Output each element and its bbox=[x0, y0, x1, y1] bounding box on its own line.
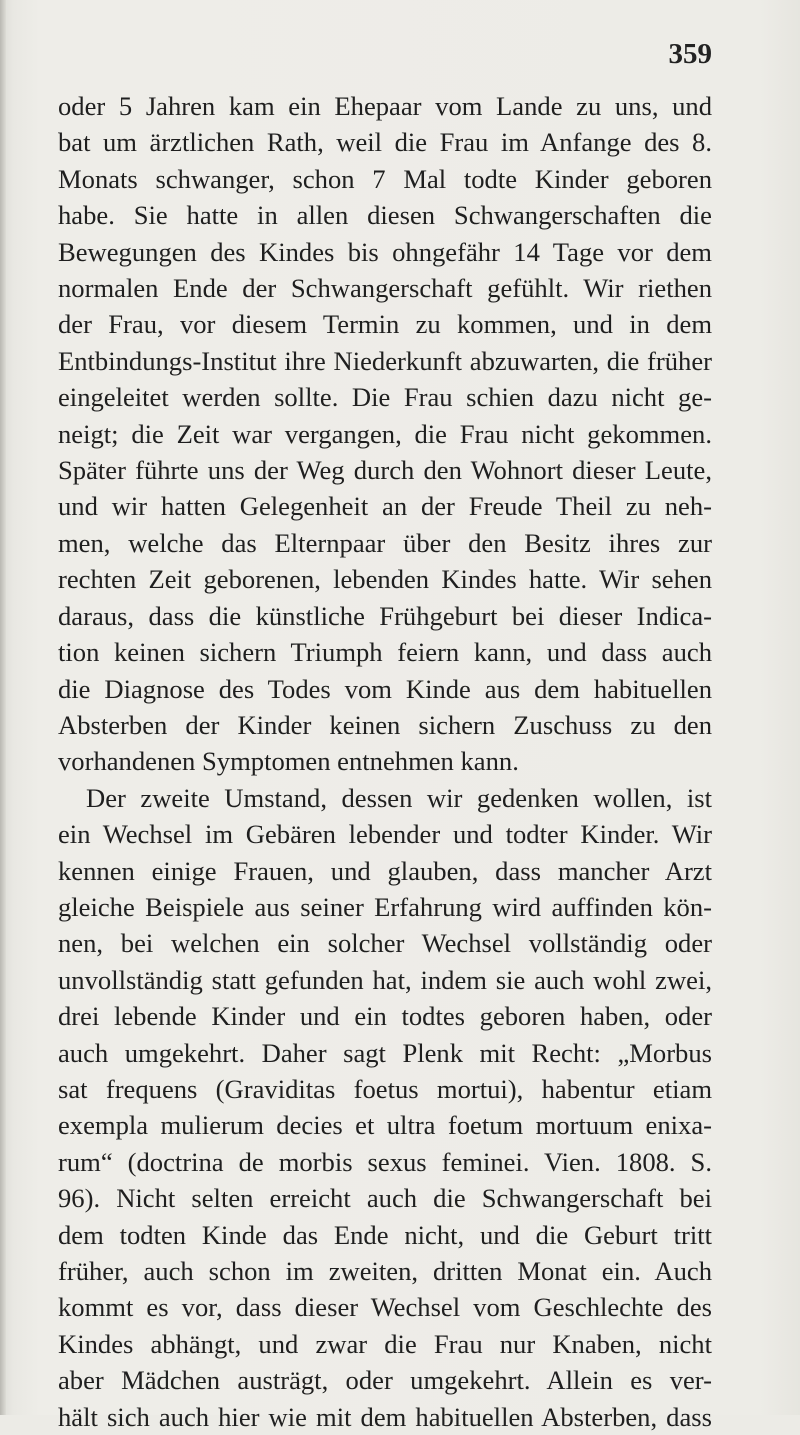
text-line-31: 96). Nicht selten erreicht auch die Schwangerschaft bei bbox=[58, 1183, 712, 1214]
text-line-2: bat um ärztlichen Rath, weil die Frau im Anfange des 8. bbox=[58, 127, 712, 158]
text-line-33: früher, auch schon im zweiten, dritten Monat ein. Auch bbox=[58, 1256, 712, 1286]
text-line-21: ein Wechsel im Gebären lebender und todter Kinder. Wir bbox=[58, 819, 712, 850]
text-line-13: men, welche das Elternpaar über den Besitz ihres zur bbox=[58, 527, 712, 558]
text-line-30: rum“ (doctrina de morbis sexus feminei. Vien. 1808. S. bbox=[58, 1146, 712, 1177]
text-line-20: Der zweite Umstand, dessen wir gedenken wollen, ist bbox=[86, 782, 712, 813]
text-line-14: rechten Zeit geborenen, lebenden Kindes hatte. Wir sehen bbox=[58, 564, 712, 595]
text-line-1: oder 5 Jahren kam ein Ehepaar vom Lande zu uns, und bbox=[58, 91, 712, 121]
text-line-24: nen, bei welchen ein solcher Wechsel vollständig oder bbox=[58, 928, 712, 959]
text-line-3: Monats schwanger, schon 7 Mal todte Kinder geboren bbox=[58, 163, 712, 194]
text-line-37: hält sich auch hier wie mit dem habituellen Absterben, dass bbox=[58, 1401, 712, 1432]
page-edge-shadow bbox=[0, 0, 6, 1415]
text-line-28: sat frequens (Graviditas foetus mortui), habentur etiam bbox=[58, 1073, 712, 1104]
text-line-18: Absterben der Kinder keinen sichern Zuschuss zu den bbox=[58, 709, 712, 740]
text-line-16: tion keinen sichern Triumph feiern kann, und dass auch bbox=[58, 637, 712, 668]
text-line-15: daraus, dass die künstliche Frühgeburt bei dieser Indica- bbox=[58, 600, 712, 631]
text-line-27: auch umgekehrt. Daher sagt Plenk mit Recht: „Morbus bbox=[58, 1037, 712, 1068]
text-line-8: Entbindungs-Institut ihre Niederkunft abzuwarten, die früher bbox=[58, 345, 712, 376]
page-number: 359 bbox=[668, 38, 712, 70]
text-line-29: exempla mulierum decies et ultra foetum mortuum enixa- bbox=[58, 1110, 712, 1141]
text-line-9: eingeleitet werden sollte. Die Frau schien dazu nicht ge- bbox=[58, 382, 712, 413]
text-line-17: die Diagnose des Todes vom Kinde aus dem habituellen bbox=[58, 673, 712, 704]
text-line-11: Später führte uns der Weg durch den Wohnort dieser Leute, bbox=[58, 455, 712, 486]
text-line-4: habe. Sie hatte in allen diesen Schwangerschaften die bbox=[58, 200, 712, 231]
text-line-35: Kindes abhängt, und zwar die Frau nur Knaben, nicht bbox=[58, 1328, 712, 1359]
text-line-12: und wir hatten Gelegenheit an der Freude Theil zu neh- bbox=[58, 491, 712, 522]
text-line-22: kennen einige Frauen, und glauben, dass mancher Arzt bbox=[58, 855, 712, 886]
text-line-34: kommt es vor, dass dieser Wechsel vom Geschlechte des bbox=[58, 1292, 712, 1323]
text-line-10: neigt; die Zeit war vergangen, die Frau nicht gekommen. bbox=[58, 418, 712, 449]
text-line-23: gleiche Beispiele aus seiner Erfahrung wird auffinden kön- bbox=[58, 891, 712, 922]
text-line-19: vorhandenen Symptomen entnehmen kann. bbox=[58, 746, 519, 777]
text-line-26: drei lebende Kinder und ein todtes geboren haben, oder bbox=[58, 1001, 712, 1032]
text-line-36: aber Mädchen austrägt, oder umgekehrt. Allein es ver- bbox=[58, 1365, 712, 1396]
text-line-5: Bewegungen des Kindes bis ohngefähr 14 Tage vor dem bbox=[58, 236, 712, 267]
text-line-25: unvollständig statt gefunden hat, indem sie auch wohl zwei, bbox=[58, 964, 712, 995]
text-line-6: normalen Ende der Schwangerschaft gefühlt. Wir riethen bbox=[58, 273, 712, 304]
text-line-7: der Frau, vor diesem Termin zu kommen, und in dem bbox=[58, 309, 712, 340]
body-text bbox=[58, 88, 712, 1435]
text-line-32: dem todten Kinde das Ende nicht, und die Geburt tritt bbox=[58, 1219, 712, 1250]
